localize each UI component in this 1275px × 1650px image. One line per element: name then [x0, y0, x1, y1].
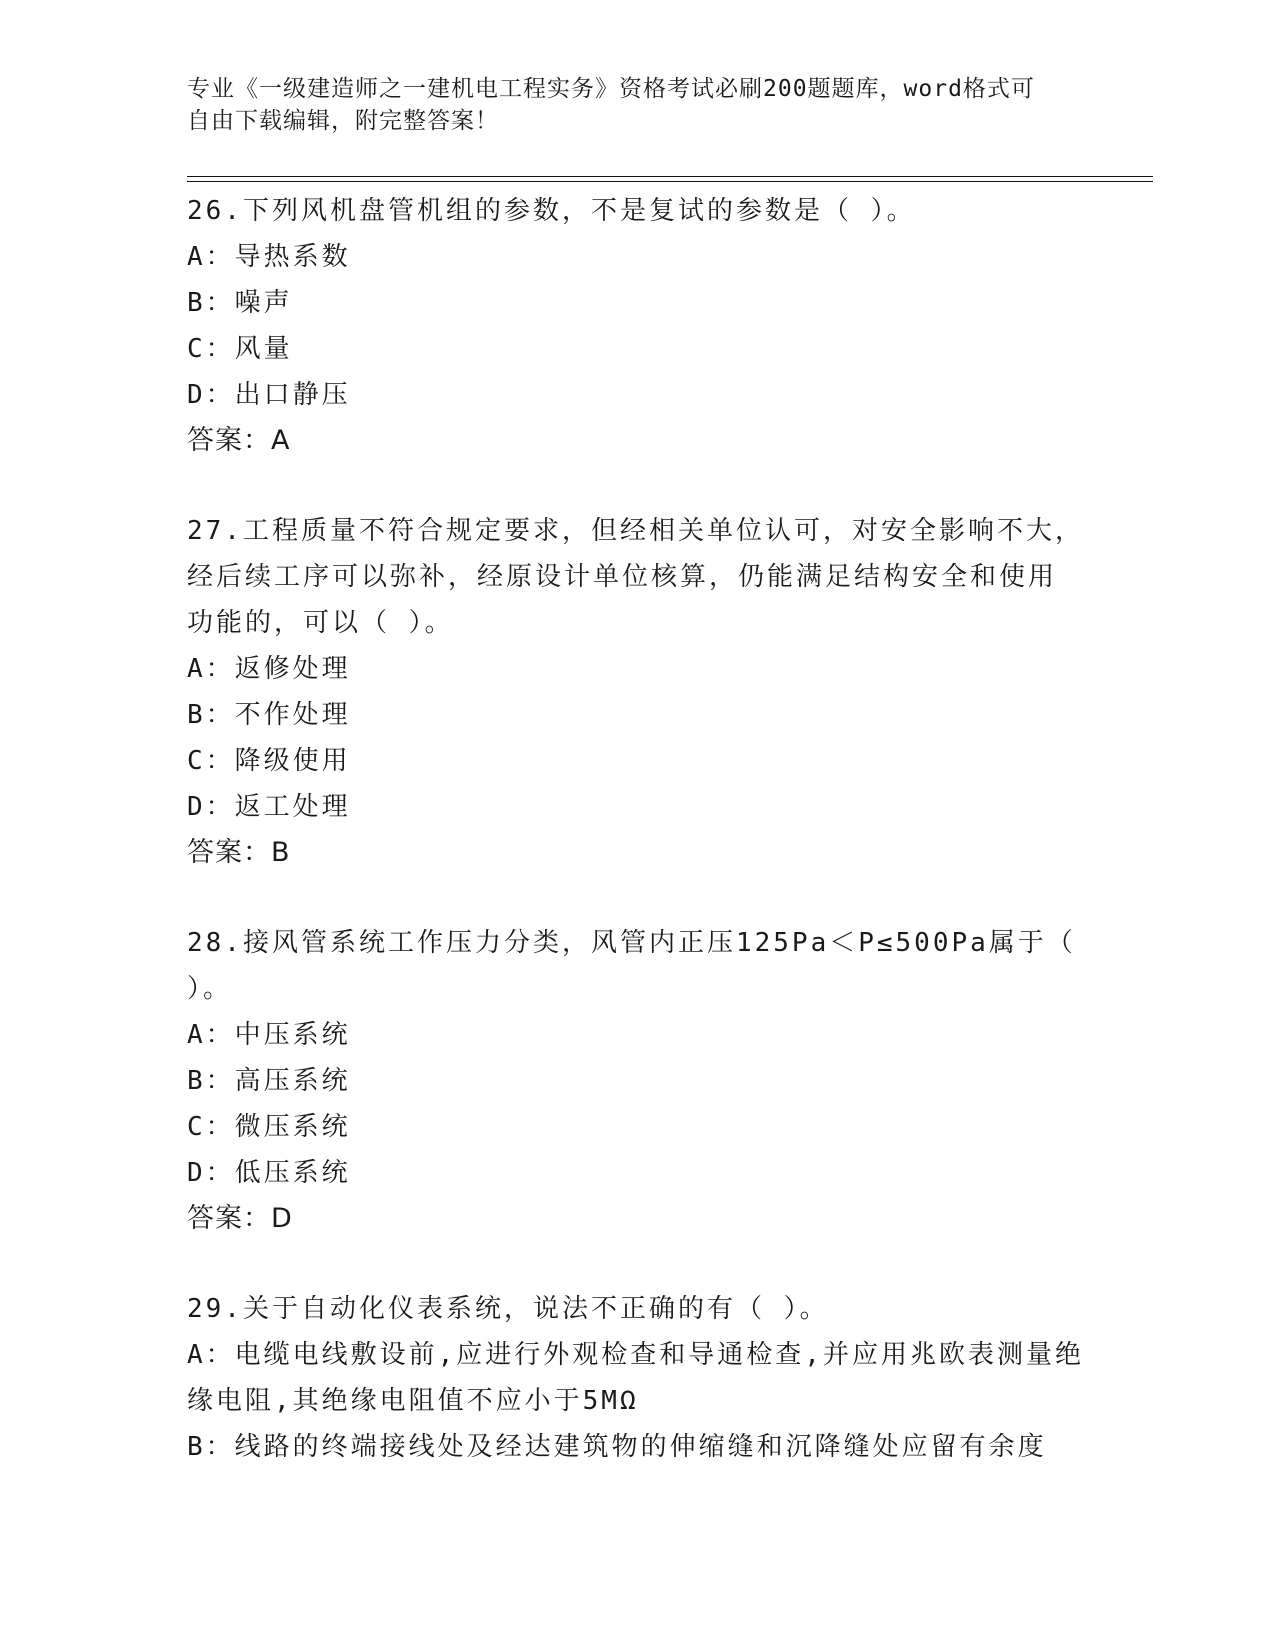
question-stem: 26.下列风机盘管机组的参数，不是复试的参数是（ ）。 [187, 196, 916, 226]
question-29 [187, 1286, 1087, 1470]
question-stem: 经后续工序可以弥补，经原设计单位核算，仍能满足结构安全和使用 [187, 562, 1058, 592]
answer-label: 答案：D [187, 1203, 293, 1234]
question-list [187, 188, 1087, 1470]
option-c: C：降级使用 [187, 746, 351, 776]
question-stem: 29.关于自动化仪表系统，说法不正确的有（ ）。 [187, 1294, 829, 1324]
option-d: D：低压系统 [187, 1158, 351, 1188]
option-a: A：中压系统 [187, 1020, 351, 1050]
option-d: D：返工处理 [187, 792, 351, 822]
option-a: A：电缆电线敷设前,应进行外观检查和导通检查,并应用兆欧表测量绝 [187, 1340, 1084, 1370]
option-b: B：噪声 [187, 288, 293, 318]
option-a: A：返修处理 [187, 654, 351, 684]
question-27 [187, 508, 1087, 876]
question-28 [187, 920, 1087, 1242]
header-divider-top [187, 176, 1153, 177]
option-a-continued: 缘电阻,其绝缘电阻值不应小于5MΩ [187, 1386, 639, 1416]
option-b: B：不作处理 [187, 700, 351, 730]
question-stem: ）。 [187, 974, 233, 1004]
answer-label: 答案：B [187, 837, 291, 868]
option-a: A：导热系数 [187, 242, 351, 272]
header-divider-bottom [187, 181, 1153, 182]
question-stem: 27.工程质量不符合规定要求，但经相关单位认可，对安全影响不大， [187, 516, 1084, 546]
option-c: C：风量 [187, 334, 293, 364]
question-stem: 功能的，可以（ ）。 [187, 608, 454, 638]
option-b: B：线路的终端接线处及经达建筑物的伸缩缝和沉降缝处应留有余度 [187, 1432, 1047, 1462]
question-26 [187, 188, 1087, 464]
option-c: C：微压系统 [187, 1112, 351, 1142]
answer-label: 答案：A [187, 425, 291, 456]
option-d: D：出口静压 [187, 380, 351, 410]
question-stem: 28.接风管系统工作压力分类，风管内正压125Pa＜P≤500Pa属于（ [187, 928, 1076, 958]
option-b: B：高压系统 [187, 1066, 351, 1096]
document-header [187, 73, 1067, 137]
header-line-1: 专业《一级建造师之一建机电工程实务》资格考试必刷200题题库，word格式可 [187, 76, 1035, 102]
header-line-2: 自由下载编辑，附完整答案！ [187, 108, 499, 134]
